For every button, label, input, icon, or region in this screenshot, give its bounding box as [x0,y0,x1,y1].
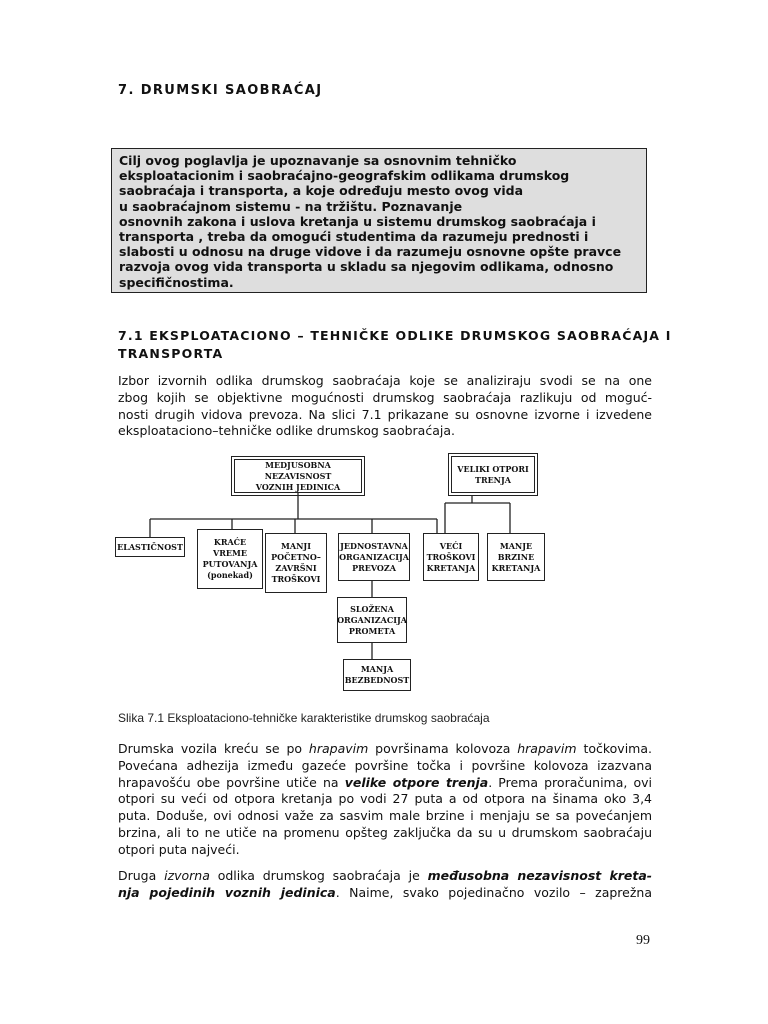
diagram-node-elasticnost: ELASTIČNOST [115,537,185,557]
diagram-node-slozena-organizacija: SLOŽENA ORGANIZACIJA PROMETA [337,597,407,643]
paragraph-line: hrapavošću obe površine utiče na velike otpore trenja. Prema proračunima, ovi [118,774,652,790]
objective-line: eksploatacionim i saobraćajno-geografskim odlikama drumskog [119,168,570,184]
paragraph-line: Povećana adhezija između gazeće površine točka i površine kolovoza izazvana [118,757,652,773]
diagram-node-manje-brzine: MANJE BRZINE KRETANJA [487,533,545,581]
paragraph-line: zbog kojih se objektivne mogućnosti drumskog saobraćaja razlikuju od moguć- [118,389,652,405]
diagram-node-medjusobna: MEDJUSOBNA NEZAVISNOST VOZNIH JEDINICA [234,459,362,493]
paragraph-line: otpori puta najveći. [118,841,240,857]
body-paragraph-resistance [118,741,652,859]
paragraph-line: Druga izvorna odlika drumskog saobraćaja je međusobna nezavisnost kreta- [118,868,652,883]
paragraph-line: nosti drugih vidova prevoza. Na slici 7.1 prikazane su osnovne izvorne i izvedene [118,406,652,422]
objective-line: transporta , treba da omogući studentima da razumeju prednosti i [119,229,589,245]
paragraph-line: puta. Doduše, ovi odnosi važe za sasvim male brzine i menjaju se sa povećanjem [118,808,652,824]
characteristics-diagram [110,447,560,697]
section-heading-line: TRANSPORTA [118,346,224,361]
intro-paragraph [118,373,652,440]
paragraph-line: nja pojedinih voznih jedinica. Naime, svako pojedinačno vozilo – zaprežna [118,884,653,900]
objective-line: osnovnih zakona i uslova kretanja u sistemu drumskog saobraćaja i [119,213,596,229]
paragraph-line: Drumska vozila kreću se po hrapavim površinama kolovoza hrapavim točkovima. [118,741,652,756]
paragraph-line: brzina, ali to ne utiče na promenu opšteg zaključka da su u drumskom saobraćaju [118,824,652,840]
objective-line: saobraćaja i transporta, a koje određuju mesto ovog vida [119,183,524,199]
diagram-node-jednostavna-organizacija: JEDNOSTAVNA ORGANIZACIJA PREVOZA [338,533,410,581]
diagram-node-veliki-otpori: VELIKI OTPORI TRENJA [451,456,535,493]
chapter-title: 7. DRUMSKI SAOBRAĆAJ [118,83,323,98]
paragraph-line: Izbor izvornih odlika drumskog saobraćaja koje se analiziraju svodi se na one [118,373,652,388]
objective-line: specifičnostima. [119,274,234,290]
objective-line: u saobraćajnom sistemu - na tržištu. Poznavanje [119,198,463,214]
diagram-node-veci-troskovi: VEĆI TROŠKOVI KRETANJA [423,533,479,581]
section-heading-line: 7.1 EKSPLOATACIONO – TEHNIČKE ODLIKE DRUMSKOG SAOBRAĆAJA I [118,328,672,343]
figure-caption: Slika 7.1 Eksploataciono-tehničke karakteristike drumskog saobraćaja [118,711,490,725]
chapter-objective-box [111,148,647,293]
paragraph-line: eksploataciono–tehničke odlike drumskog saobraćaja. [118,423,455,439]
page-number: 99 [636,933,650,948]
objective-line: razvoja ovog vida transporta u skladu sa njegovim odlikama, odnosno [119,259,614,275]
body-paragraph-independence [118,868,652,902]
diagram-node-manji-troskovi: MANJI POČETNO– ZAVRŠNI TROŠKOVI [265,533,327,593]
objective-line: Cilj ovog poglavlja je upoznavanje sa osnovnim tehničko [119,153,517,168]
diagram-node-manja-bezbednost: MANJA BEZBEDNOST [343,659,411,691]
section-heading [118,327,672,363]
diagram-node-krace-vreme: KRAĆE VREME PUTOVANJA (ponekad) [197,529,263,589]
paragraph-line: otpori su veći od otpora kretanja po vodi 27 puta a od otpora na šinama oko 3,4 [118,791,652,807]
objective-line: slabosti u odnosu na druge vidove i da razumeju osnovne opšte pravce [119,244,622,260]
